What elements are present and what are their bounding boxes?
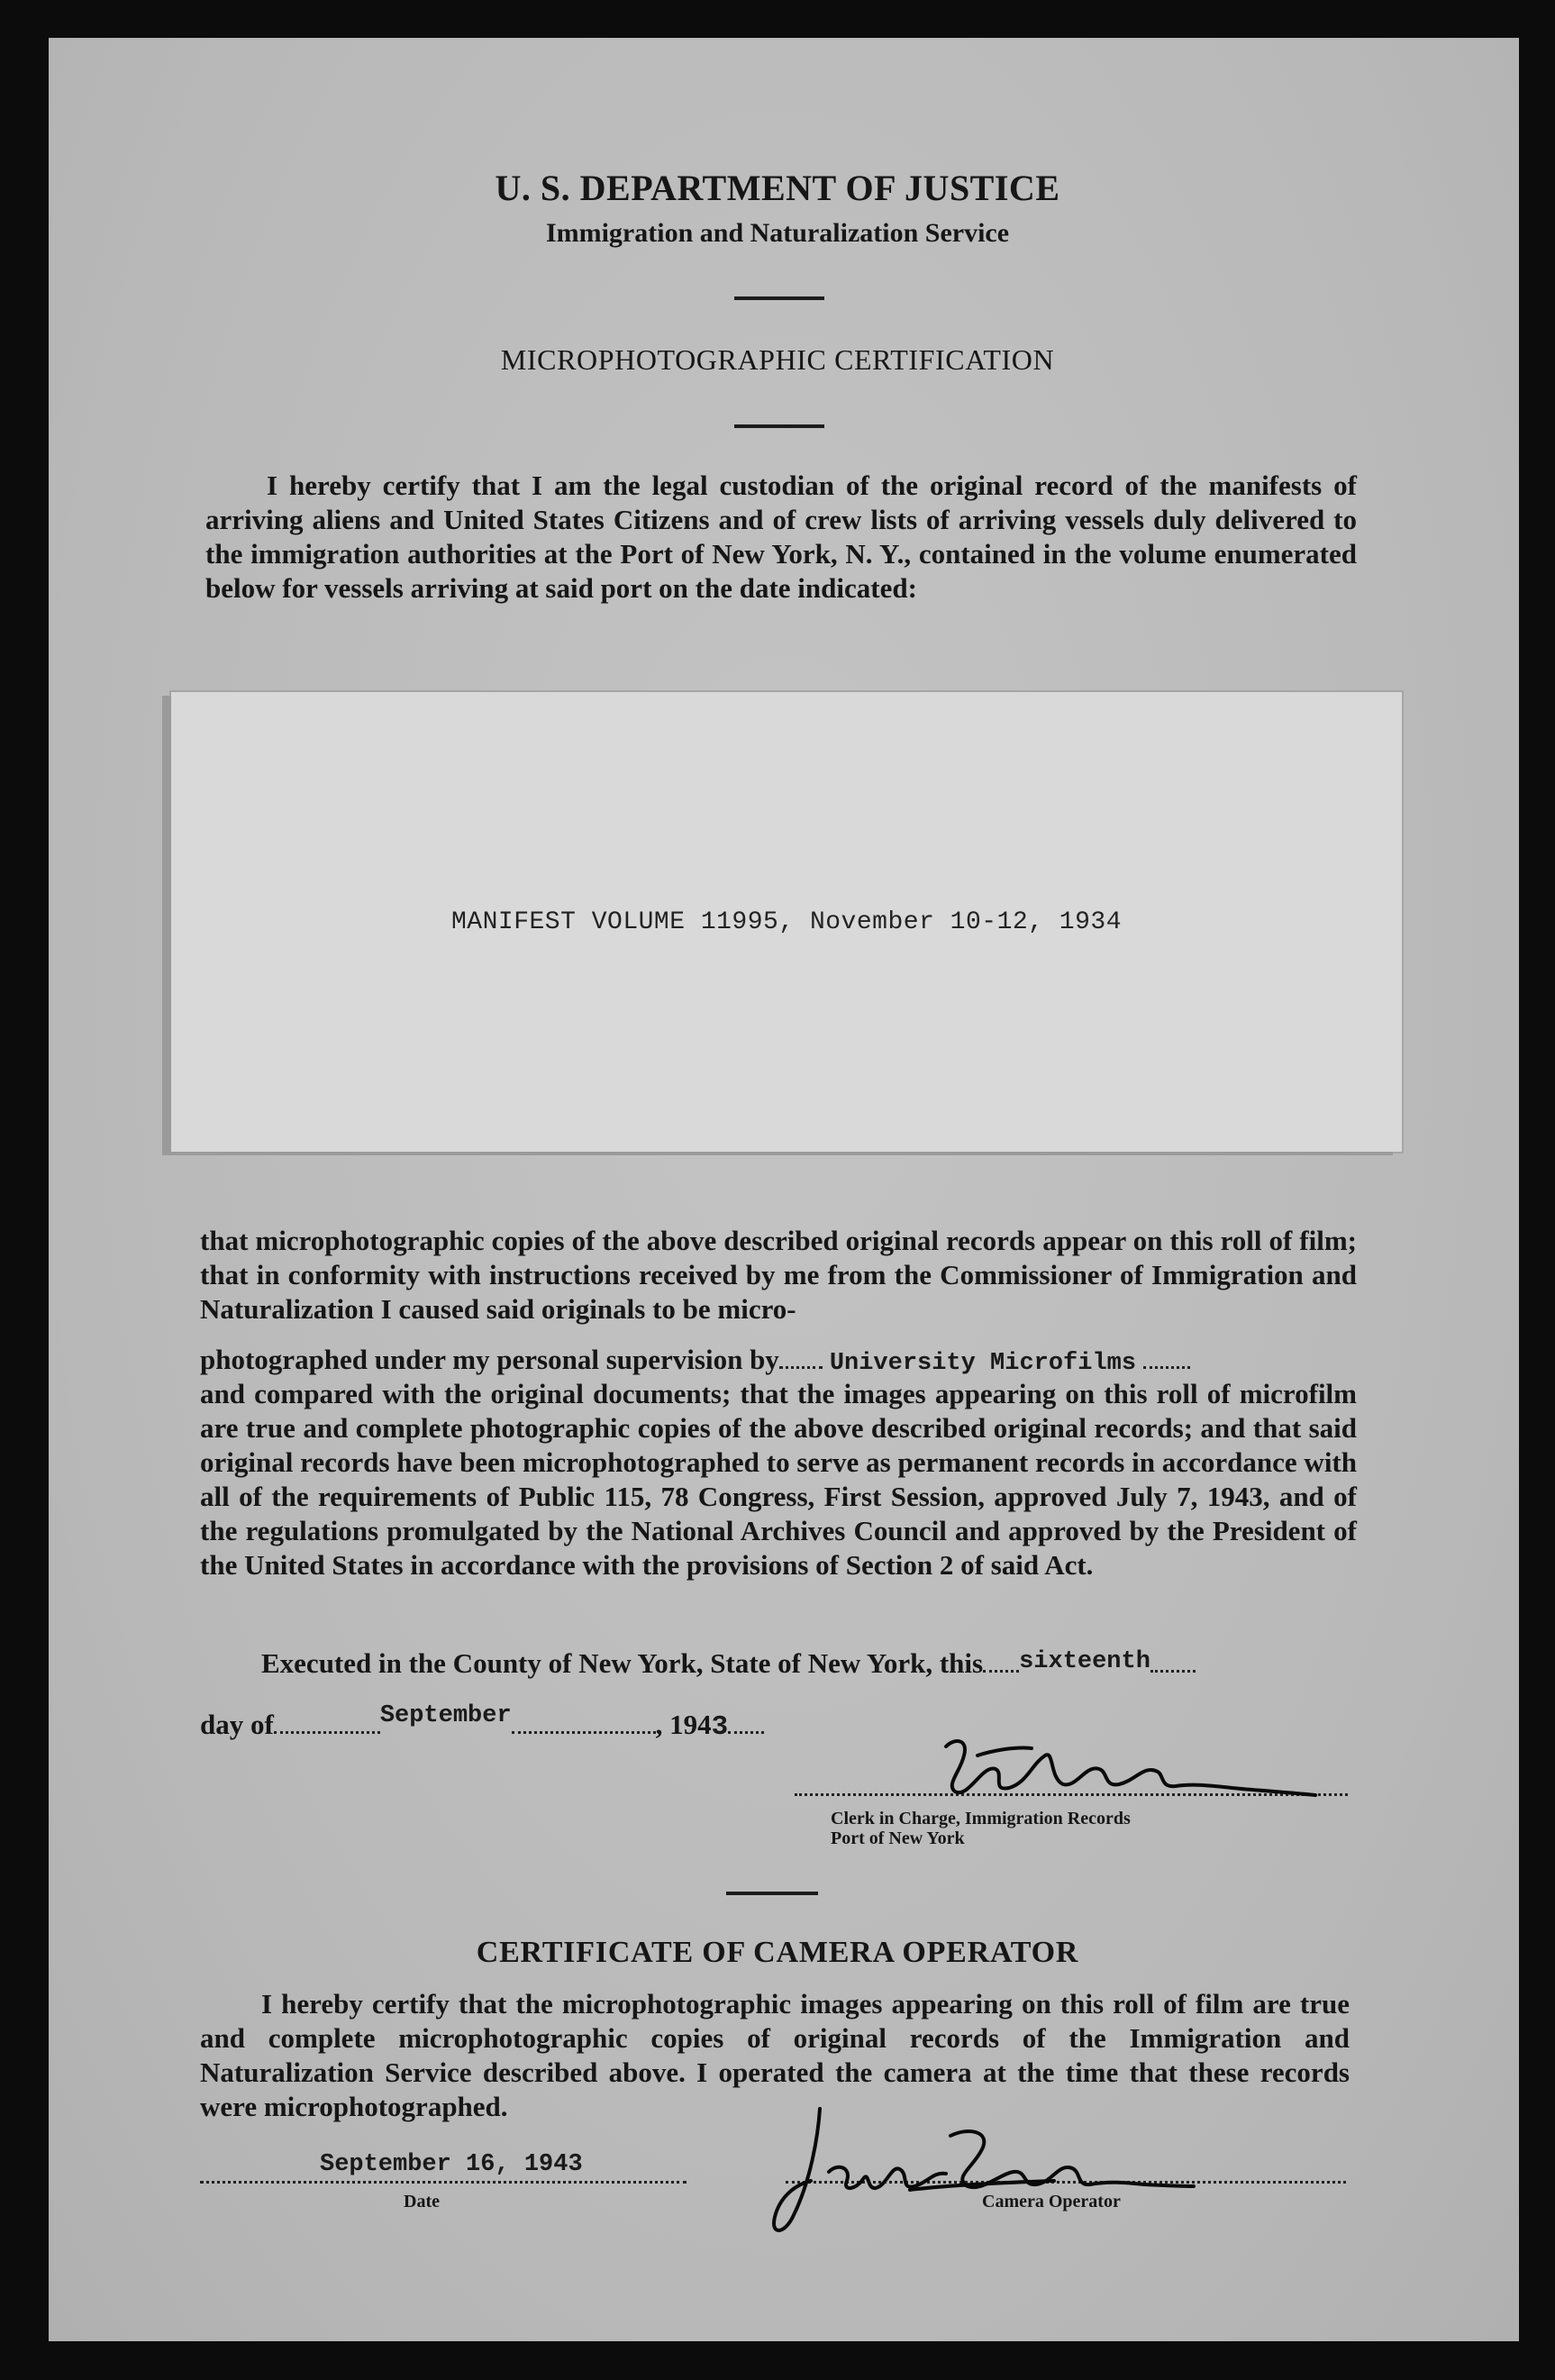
clerk-title: Clerk in Charge, Immigration Records bbox=[831, 1809, 1131, 1828]
date-line bbox=[200, 2181, 687, 2184]
dot-leader bbox=[274, 1708, 380, 1734]
dot-leader bbox=[512, 1708, 656, 1734]
camera-operator-label: Camera Operator bbox=[982, 2192, 1121, 2211]
supervision-label: photographed under my personal supervision by bbox=[200, 1344, 779, 1375]
header-divider bbox=[734, 296, 824, 300]
clerk-port: Port of New York bbox=[831, 1828, 965, 1848]
clerk-caption bbox=[831, 1809, 1131, 1848]
camera-certificate-paragraph: I hereby certify that the microphotographic images appearing on this roll of film are true and complete microphotographic copies of original records of the Immigration and Naturalization Service described above. I operated the camera at the time that these records were microphotographed. bbox=[200, 1988, 1350, 2122]
certificate-date-value: September 16, 1943 bbox=[320, 2151, 583, 2178]
dot-leader bbox=[779, 1343, 823, 1369]
title-divider bbox=[734, 424, 824, 428]
date-label: Date bbox=[404, 2192, 440, 2211]
dot-leader bbox=[983, 1646, 1019, 1673]
body-paragraph-part1: that microphotographic copies of the above described original records appear on this roll of film; that in conformity with instructions received by me from the Commissioner of Immigration and Naturalization I caused said originals to be micro- bbox=[200, 1225, 1357, 1325]
section-divider bbox=[726, 1892, 818, 1895]
supervision-line bbox=[200, 1343, 1357, 1377]
manifest-volume-text: MANIFEST VOLUME 11995, November 10-12, 1934 bbox=[450, 908, 1123, 936]
year-digit: 3 bbox=[711, 1711, 729, 1743]
clerk-signature bbox=[928, 1728, 1324, 1810]
dot-leader bbox=[1143, 1343, 1190, 1369]
month-value: September bbox=[379, 1702, 512, 1729]
department-heading: U. S. DEPARTMENT OF JUSTICE bbox=[495, 168, 1060, 208]
record-insert-card bbox=[171, 692, 1402, 1152]
camera-operator-signature bbox=[766, 2100, 1198, 2244]
camera-certificate-title: CERTIFICATE OF CAMERA OPERATOR bbox=[476, 1936, 1079, 1969]
body-paragraph-part2: and compared with the original documents; that the images appearing on this roll of microfilm are true and complete photographic copies of the above described original records; and that said original records have been microphotographed to serve as permanent records in accordance with all of the requirements of Public 115, 78 Congress, First Session, approved July 7, 1943, and of the regulations promulgated by the National Archives Council and approved by the President of the United States in accordance with the provisions of Section 2 of said Act. bbox=[200, 1378, 1357, 1581]
executed-line bbox=[261, 1646, 1196, 1681]
year-prefix: , 194 bbox=[655, 1709, 712, 1740]
supervisor-value: University Microfilms bbox=[829, 1350, 1137, 1377]
intro-paragraph: I hereby certify that I am the legal custodian of the original record of the manifests of arriving aliens and United States Citizens and of crew lists of arriving vessels duly delivered to the immigration authorities at the Port of New York, N. Y., contained in the volume enumerated below for vessels arriving at said port on the date indicated: bbox=[205, 470, 1357, 604]
dot-leader bbox=[728, 1708, 764, 1734]
service-subheading: Immigration and Naturalization Service bbox=[545, 218, 1010, 248]
day-value: sixteenth bbox=[1019, 1648, 1150, 1675]
dot-leader bbox=[1150, 1646, 1196, 1673]
certification-title: MICROPHOTOGRAPHIC CERTIFICATION bbox=[500, 343, 1055, 376]
executed-label: Executed in the County of New York, State of New York, this bbox=[261, 1647, 984, 1679]
day-of-line bbox=[200, 1702, 764, 1743]
day-of-label: day of bbox=[200, 1709, 274, 1740]
